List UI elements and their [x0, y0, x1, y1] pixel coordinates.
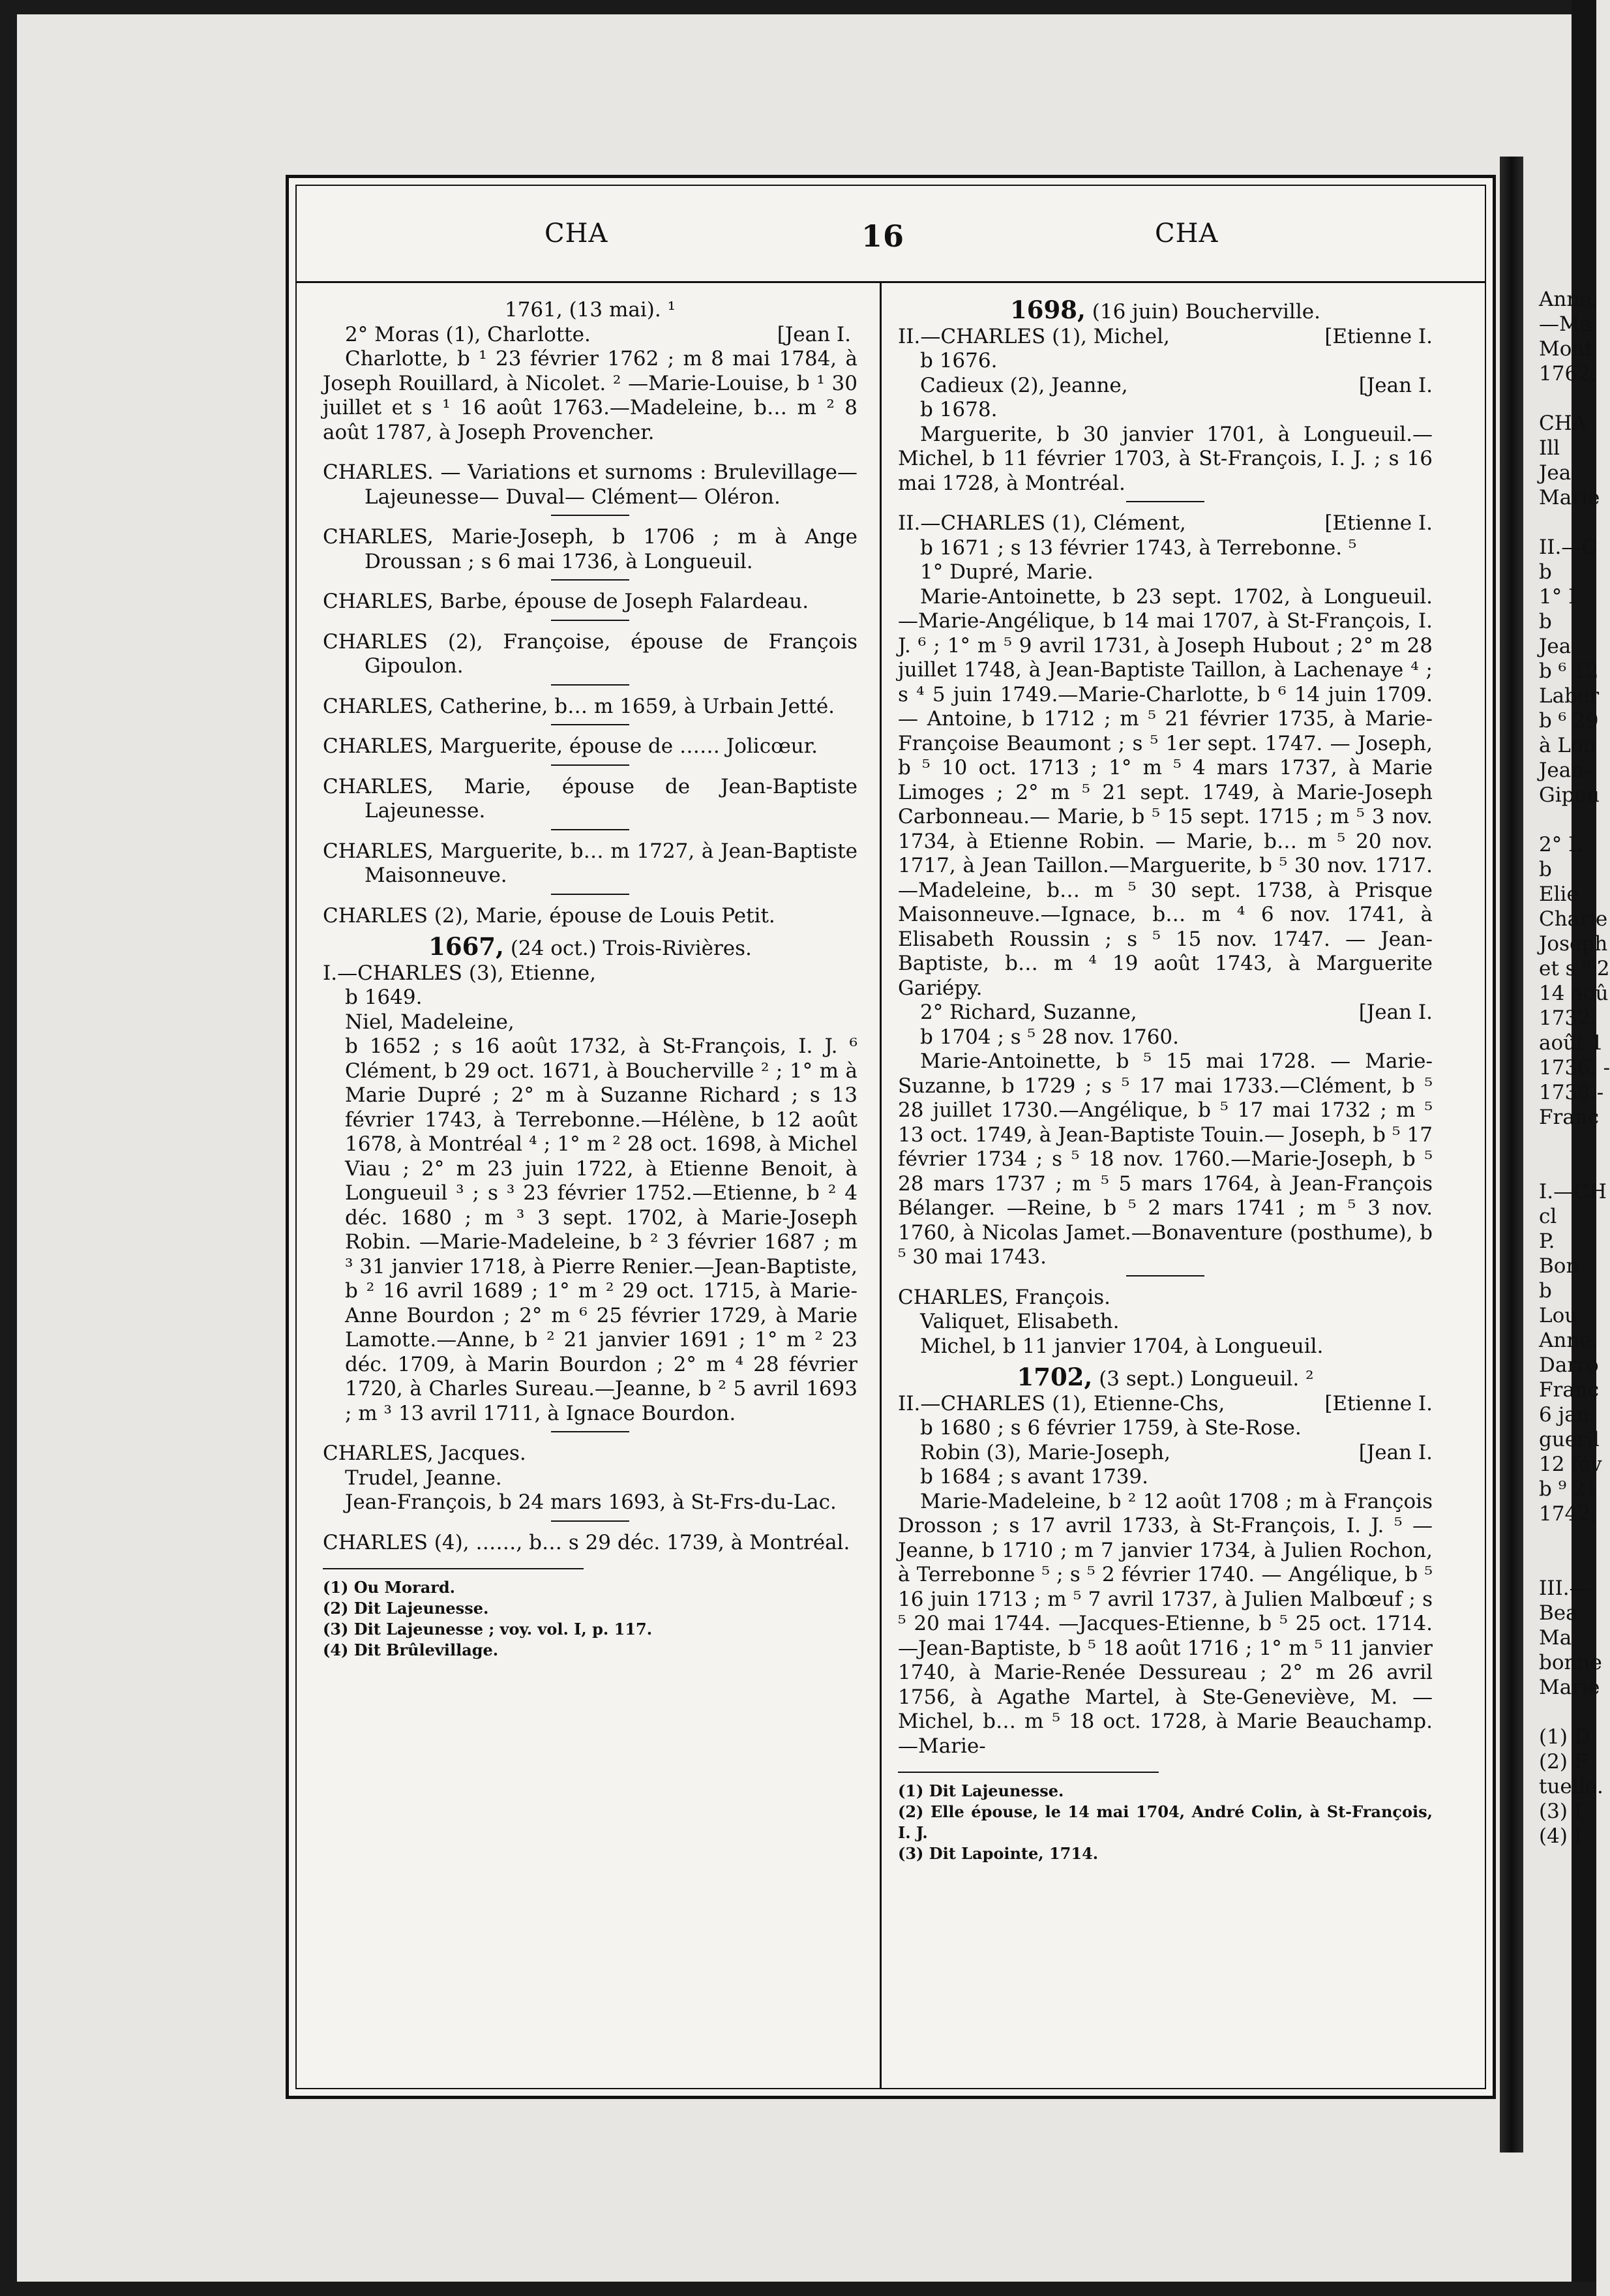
wife-name: Robin (3), Marie-Joseph,: [920, 1440, 1170, 1464]
separator-rule: [551, 1520, 629, 1522]
column-divider: [880, 281, 882, 2088]
wife-parent: [Jean I.: [1358, 1001, 1433, 1024]
edge-fragment: [1539, 808, 1585, 832]
edge-fragment: 1738.-: [1539, 1081, 1604, 1104]
edge-fragment: tuelle.: [1539, 1775, 1603, 1798]
footnote: (1) Ou Morard.: [323, 1578, 456, 1597]
edge-fragment: Bon: [1539, 1254, 1579, 1278]
husband-name: II.—CHARLES (1), Clément,: [898, 511, 1186, 535]
right-column: [898, 295, 1433, 1864]
edge-fragment: Lou: [1539, 1304, 1578, 1327]
edge-fragment: b: [1539, 1279, 1552, 1303]
separator-rule: [551, 829, 629, 830]
edge-fragment: 1736. -: [1539, 1056, 1610, 1080]
header-rule: [297, 281, 1485, 283]
footnote-rule: [323, 1568, 584, 1569]
marriage-year-heading: [323, 932, 857, 961]
husband-parent: [Etienne I.: [1324, 511, 1433, 535]
edge-fragment: (1) D: [1539, 1725, 1590, 1749]
entry: CHARLES, Marguerite, b… m 1727, à Jean-Baptiste Maisonneuve.: [323, 839, 857, 887]
wife-parent: [Jean I.: [1358, 373, 1433, 397]
edge-fragment: et s ⁹ 2: [1539, 957, 1610, 980]
edge-fragment: b ⁶ 12: [1539, 659, 1599, 683]
entry: CHARLES, Marie, épouse de Jean-Baptiste Lajeunesse.: [323, 774, 857, 823]
edge-fragment: Bea: [1539, 1601, 1578, 1625]
edge-fragment: 14 aoû: [1539, 982, 1609, 1005]
variations-entry: CHARLES. — Variations et surnoms : Brulevillage— Lajeunesse— Duval— Clément— Oléron.: [323, 461, 857, 509]
edge-fragment: Jea: [1539, 635, 1572, 658]
edge-fragment: Franç: [1539, 1106, 1600, 1129]
edge-fragment: (2) F: [1539, 1750, 1588, 1774]
separator-rule: [551, 684, 629, 686]
children-list: Marie-Antoinette, b ⁵ 15 mai 1728. — Marie-Suzanne, b 1729 ; s ⁵ 17 mai 1733.—Clément, b ⁵ 28 juillet 1730.—Angélique, b ⁵ 17 mai 1732 ; m ⁵ 13 oct. 1749, à Jean-Baptiste Touin.— Joseph, b ⁵ 17 février 1734 ; s ⁵ 18 nov. 1760.—Marie-Joseph, b ⁵ 28 mars 1737 ; m ⁵ 5 mars 1764, à Jean-François Bélanger. —Reine, b ⁵ 2 mars 1741 ; m ⁵ 3 nov. 1760, à Nicolas Jamet.—Bonaventure (posthume), b ⁵ 30 mai 1743.: [898, 1050, 1433, 1269]
header-left: CHA: [544, 219, 608, 249]
children-list: Charlotte, b ¹ 23 février 1762 ; m 8 mai 1784, à Joseph Rouillard, à Nicolet. ² —Marie-Louise, b ¹ 30 juillet et s ¹ 16 août 1763.—Madeleine, b… m ² 8 août 1787, à Joseph Provencher.: [323, 347, 857, 444]
wife-line: [898, 374, 1433, 399]
edge-fragment: (4) I: [1539, 1824, 1583, 1848]
edge-fragment: III.—: [1539, 1577, 1590, 1600]
edge-fragment: P.: [1539, 1230, 1555, 1253]
wife-line: [898, 1001, 1433, 1025]
wife-birth: b 1684 ; s avant 1739.: [920, 1465, 1149, 1488]
edge-fragment: [1539, 1700, 1585, 1725]
footnote: (1) Dit Lajeunesse.: [898, 1781, 1064, 1800]
wife-birth: b 1704 ; s ⁵ 28 nov. 1760.: [920, 1025, 1180, 1049]
entry: CHARLES, Marguerite, épouse de …… Jolicœur.: [323, 734, 818, 758]
husband-birth: b 1676.: [920, 349, 998, 372]
footnote: (2) Dit Lajeunesse.: [323, 1599, 489, 1618]
marriage-year: 1702,: [1017, 1363, 1093, 1391]
entry: CHARLES, Jacques.: [323, 1442, 526, 1465]
separator-rule: [551, 515, 629, 516]
left-column: [323, 298, 857, 1661]
husband-parent: [Etienne I.: [1324, 1391, 1433, 1415]
page-number: 16: [861, 219, 905, 254]
edge-fragment: (3) I: [1539, 1800, 1583, 1823]
wife-name: Cadieux (2), Jeanne,: [920, 373, 1128, 397]
husband-birth: b 1671 ; s 13 février 1743, à Terrebonne. ⁵: [920, 536, 1357, 560]
footnote-rule: [898, 1772, 1159, 1773]
edge-fragment: Mont: [1539, 337, 1593, 361]
edge-fragment: Jean-: [1539, 759, 1591, 782]
edge-fragment: 1732.: [1539, 1006, 1597, 1030]
edge-fragment: Charle: [1539, 907, 1608, 931]
edge-fragment: b ⁶ 29: [1539, 709, 1599, 733]
edge-fragment: 12 fév: [1539, 1453, 1602, 1476]
scan-border-bottom: [0, 2282, 1596, 2296]
wife-birth: b 1678.: [920, 398, 998, 421]
children-list: Marie-Madeleine, b ² 12 août 1708 ; m à François Drosson ; s 17 avril 1733, à St-François, I. J. ⁵ — Jeanne, b 1710 ; m 7 janvier 1734, à Julien Rochon, à Terrebonne ⁵ ; s ⁵ 2 février 1740. — Angélique, b ⁵ 16 juin 1713 ; m ⁵ 7 avril 1737, à Julien Malbœuf ; s ⁵ 20 mai 1744. —Jacques-Etienne, b ⁵ 25 oct. 1714.—Jean-Baptiste, b ⁵ 18 août 1716 ; 1° m ⁵ 11 janvier 1740, à Marie-Renée Dessureau ; 2° m 26 avril 1756, à Agathe Martel, à Ste-Geneviève, M. — Michel, b… m ⁵ 18 oct. 1728, à Marie Beauchamp.—Marie-: [898, 1489, 1433, 1758]
wife-line: Trudel, Jeanne.: [345, 1466, 502, 1490]
edge-fragment: [1539, 1155, 1585, 1179]
edge-fragment: Anne,: [1539, 1329, 1598, 1352]
edge-fragment: 2° L: [1539, 833, 1582, 856]
edge-fragment: 6 jan: [1539, 1403, 1590, 1427]
edge-fragment: b: [1539, 858, 1552, 881]
separator-rule: [551, 894, 629, 895]
children-list: Marguerite, b 30 janvier 1701, à Longueuil.— Michel, b 11 février 1703, à St-François, I. J. ; s 16 mai 1728, à Montréal.: [898, 422, 1433, 495]
edge-fragment: Joseph: [1539, 932, 1608, 956]
marriage-year: 1667,: [428, 932, 504, 961]
wife-name: 2° Richard, Suzanne,: [920, 1001, 1137, 1024]
children-list: b 1652 ; s 16 août 1732, à St-François, I. J. ⁶ Clément, b 29 oct. 1671, à Boucherville ² ; 1° m à Marie Dupré ; 2° m à Suzanne Richard ; s 13 février 1743, à Terrebonne.—Hélène, b 12 août 1678, à Montréal ⁴ ; 1° m ² 28 oct. 1698, à Michel Viau ; 2° m 23 juin 1722, à Etienne Benoit, à Longueuil ³ ; s ³ 23 février 1752.—Etienne, b ² 4 déc. 1680 ; m ³ 3 sept. 1702, à Marie-Joseph Robin. —Marie-Madeleine, b ² 3 février 1687 ; m ³ 31 janvier 1718, à Pierre Renier.—Jean-Baptiste, b ² 16 avril 1689 ; 1° m ² 29 oct. 1715, à Marie-Anne Bourdon ; 2° m ⁶ 25 février 1729, à Marie Lamotte.—Anne, b ² 21 janvier 1691 ; 1° m ² 23 déc. 1709, à Marin Bourdon ; 2° m ⁴ 28 février 1720, à Charles Sureau.—Jeanne, b ² 5 avril 1693 ; m ³ 13 avril 1711, à Ignace Bourdon.: [345, 1035, 857, 1425]
marriage-year: 1698,: [1010, 295, 1086, 324]
edge-fragment: b: [1539, 560, 1552, 584]
edge-fragment: août 1: [1539, 1031, 1604, 1055]
edge-fragment: Jea: [1539, 461, 1572, 485]
edge-fragment: Anne,: [1539, 288, 1598, 311]
book-spine: [1500, 157, 1523, 2152]
separator-rule: [551, 724, 629, 725]
separator-rule: [1126, 1275, 1204, 1276]
entry: CHARLES (2), Françoise, épouse de François Gipoulon.: [323, 629, 857, 678]
entry-spouse: [323, 323, 857, 348]
husband-name: II.—CHARLES (1), Michel,: [898, 324, 1170, 348]
separator-rule: [551, 1431, 629, 1432]
edge-fragment: Marie: [1539, 1676, 1600, 1699]
edge-fragment: Ill: [1539, 436, 1560, 460]
edge-fragment: —Ma: [1539, 312, 1592, 336]
husband-line: [898, 511, 1433, 536]
scan-border-left: [0, 0, 17, 2296]
entry-line: 1761, (13 mai). ¹: [504, 298, 676, 322]
edge-fragment: [1539, 386, 1585, 411]
edge-fragment: II.—C: [1539, 536, 1598, 559]
edge-fragment: cl: [1539, 1205, 1557, 1228]
edge-fragment: 1762,: [1539, 362, 1597, 385]
children-list: Jean-François, b 24 mars 1693, à St-Frs-du-Lac.: [345, 1490, 837, 1514]
edge-fragment: b: [1539, 610, 1552, 633]
next-page-edge: [1539, 287, 1610, 1849]
edge-fragment: Darro: [1539, 1353, 1599, 1377]
edge-fragment: Laber: [1539, 684, 1600, 708]
wife-parent: [Jean I.: [1358, 1440, 1433, 1464]
edge-fragment: gueril: [1539, 1428, 1600, 1451]
husband-birth: b 1649.: [345, 986, 423, 1009]
children-list: Marie-Antoinette, b 23 sept. 1702, à Longueuil. —Marie-Angélique, b 14 mai 1707, à St-François, I. J. ⁶ ; 1° m ⁵ 9 avril 1731, à Joseph Hubout ; 2° m 28 juillet 1748, à Jean-Baptiste Taillon, à Lachenaye ⁴ ; s ⁴ 5 juin 1749.—Marie-Charlotte, b ⁶ 14 juin 1709.— Antoine, b 1712 ; m ⁵ 21 février 1735, à Marie-Françoise Beaumont ; s ⁵ 1er sept. 1747. — Joseph, b ⁵ 10 oct. 1713 ; 1° m ⁵ 4 mars 1737, à Marie Limoges ; 2° m ⁵ 21 sept. 1749, à Marie-Joseph Carbonneau.— Marie, b ⁵ 15 sept. 1715 ; m ⁵ 3 nov. 1734, à Etienne Robin. — Marie, b… m ⁵ 20 nov. 1717, à Jean Taillon.—Marguerite, b ⁵ 30 nov. 1717.—Madeleine, b… m ⁵ 30 sept. 1738, à Prisque Maisonneuve.—Ignace, b… m ⁴ 6 nov. 1741, à Elisabeth Roussin ; s ⁵ 15 nov. 1747. — Jean-Baptiste, b… m ⁴ 19 août 1743, à Marguerite Gariépy.: [898, 584, 1433, 1000]
page-inner-border: [295, 185, 1486, 2089]
edge-fragment: [1539, 1130, 1585, 1155]
footnote: (3) Dit Lajeunesse ; voy. vol. I, p. 117.: [323, 1620, 653, 1639]
husband-birth: b 1680 ; s 6 février 1759, à Ste-Rose.: [920, 1416, 1302, 1440]
marriage-place: (3 sept.) Longueuil. ²: [1099, 1367, 1314, 1391]
separator-rule: [1126, 501, 1204, 502]
edge-fragment: [1539, 1526, 1585, 1551]
marriage-year-heading: [898, 295, 1433, 325]
edge-fragment: b ⁹ 21: [1539, 1477, 1599, 1501]
edge-fragment: I.—CH: [1539, 1180, 1607, 1203]
entry: CHARLES, Barbe, épouse de Joseph Falardeau.: [323, 590, 809, 613]
header-right: CHA: [1155, 219, 1219, 249]
wife-line: 1° Dupré, Marie.: [920, 560, 1094, 584]
edge-fragment: 1° I: [1539, 585, 1577, 609]
footnote: (4) Dit Brûlevillage.: [323, 1640, 499, 1659]
separator-rule: [551, 579, 629, 581]
entry: CHARLES, Catherine, b… m 1659, à Urbain Jetté.: [323, 694, 835, 718]
wife-line: [898, 1441, 1433, 1466]
entry: CHARLES (2), Marie, épouse de Louis Petit.: [323, 903, 775, 928]
marriage-year-heading: [898, 1365, 1433, 1392]
husband-name: II.—CHARLES (1), Etienne-Chs,: [898, 1391, 1225, 1415]
footnote: (2) Elle épouse, le 14 mai 1704, André Colin, à St-François, I. J.: [898, 1802, 1433, 1842]
edge-fragment: CHA: [1539, 412, 1587, 435]
edge-fragment: bonne: [1539, 1651, 1602, 1674]
edge-fragment: Ma: [1539, 1626, 1572, 1650]
entry: CHARLES, Marie-Joseph, b 1706 ; m à Ange Droussan ; s 6 mai 1736, à Longueuil.: [323, 525, 857, 573]
spouse-parent: [Jean I.: [777, 322, 851, 346]
wife-line: Niel, Madeleine,: [345, 1010, 514, 1034]
husband-parent: [Etienne I.: [1324, 324, 1433, 348]
edge-fragment: Franç: [1539, 1378, 1600, 1402]
entry: CHARLES (4), ……, b… s 29 déc. 1739, à Montréal.: [323, 1530, 850, 1554]
footnote: (3) Dit Lapointe, 1714.: [898, 1844, 1099, 1863]
edge-fragment: à Lon: [1539, 734, 1596, 757]
separator-rule: [551, 620, 629, 621]
scan-border-top: [0, 0, 1596, 14]
wife-line: Valiquet, Elisabeth.: [920, 1310, 1120, 1333]
husband-line: I.—CHARLES (3), Etienne,: [323, 961, 596, 985]
husband-line: [898, 1392, 1433, 1417]
edge-fragment: 1742,: [1539, 1502, 1597, 1526]
marriage-place: (16 juin) Boucherville.: [1092, 300, 1320, 324]
husband-line: [898, 325, 1433, 350]
children-list: Michel, b 11 janvier 1704, à Longueuil.: [920, 1334, 1324, 1358]
marriage-place: (24 oct.) Trois-Rivières.: [510, 937, 752, 960]
separator-rule: [551, 764, 629, 766]
edge-fragment: Marie: [1539, 486, 1600, 509]
edge-fragment: Elie: [1539, 883, 1579, 906]
edge-fragment: [1539, 510, 1585, 535]
entry: CHARLES, François.: [898, 1285, 1111, 1309]
page: [286, 175, 1496, 2099]
spouse-name: 2° Moras (1), Charlotte.: [345, 322, 591, 346]
edge-fragment: Gipou: [1539, 783, 1600, 807]
edge-fragment: [1539, 1551, 1585, 1576]
